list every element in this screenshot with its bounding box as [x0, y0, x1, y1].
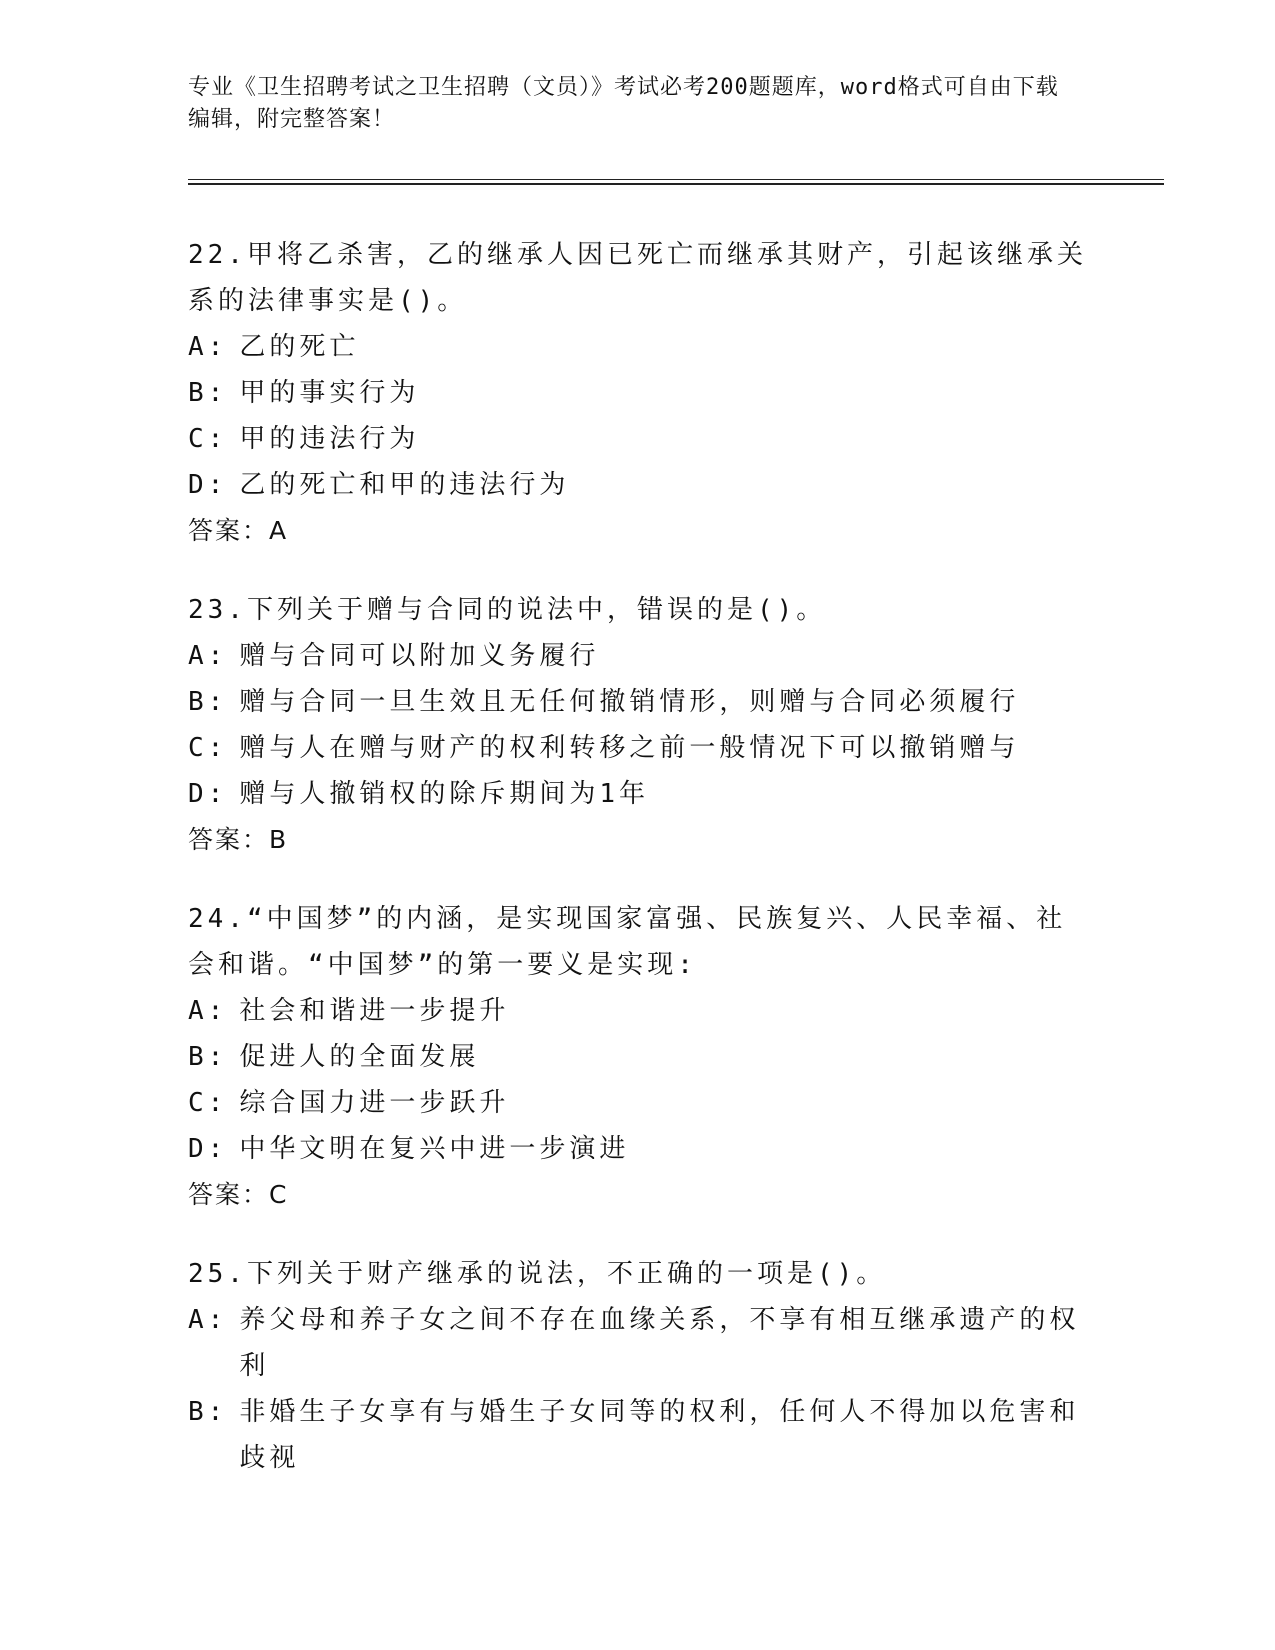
option-d — [188, 771, 1088, 817]
option-letter: D: — [188, 1134, 228, 1164]
option-letter: B: — [188, 378, 228, 408]
option-letter: B: — [188, 1397, 228, 1427]
option-letter: A: — [188, 1305, 228, 1335]
document-intro: 专业《卫生招聘考试之卫生招聘（文员）》考试必考200题题库，word格式可自由下载编辑，附完整答案！ — [188, 75, 1059, 132]
option-text: 乙的死亡 — [239, 332, 360, 362]
option-text: 非婚生子女享有与婚生子女同等的权利，任何人不得加以危害和歧视 — [239, 1397, 1080, 1473]
answer-line — [188, 817, 1088, 863]
option-text: 赠与合同一旦生效且无任何撤销情形，则赠与合同必须履行 — [239, 687, 1020, 717]
option-b — [188, 1034, 1088, 1080]
option-text: 促进人的全面发展 — [239, 1042, 480, 1072]
answer-label: 答案： — [188, 825, 270, 854]
option-letter: D: — [188, 779, 228, 809]
divider-line-thin — [188, 179, 1164, 180]
answer-value: B — [269, 825, 289, 854]
answer-label: 答案： — [188, 516, 270, 545]
option-letter: C: — [188, 733, 228, 763]
option-text: 中华文明在复兴中进一步演进 — [239, 1134, 630, 1164]
option-letter: A: — [188, 996, 228, 1026]
option-letter: A: — [188, 332, 228, 362]
question-text: 24.“中国梦”的内涵，是实现国家富强、民族复兴、人民幸福、社会和谐。“中国梦”的第一要义是实现: — [188, 904, 1067, 980]
option-text: 赠与合同可以附加义务履行 — [239, 641, 600, 671]
option-letter: C: — [188, 424, 228, 454]
answer-line — [188, 508, 1088, 554]
option-text: 甲的违法行为 — [239, 424, 420, 454]
answer-value: C — [269, 1180, 289, 1209]
option-letter: A: — [188, 641, 228, 671]
option-letter: D: — [188, 470, 228, 500]
option-text: 综合国力进一步跃升 — [239, 1088, 510, 1118]
option-c — [188, 416, 1088, 462]
option-a — [188, 1297, 1088, 1389]
question-text: 25.下列关于财产继承的说法，不正确的一项是()。 — [188, 1259, 887, 1289]
option-b — [188, 370, 1088, 416]
option-c — [188, 1080, 1088, 1126]
question-text: 23.下列关于赠与合同的说法中，错误的是()。 — [188, 595, 827, 625]
option-letter: B: — [188, 687, 228, 717]
option-a — [188, 324, 1088, 370]
option-text: 社会和谐进一步提升 — [239, 996, 510, 1026]
option-letter: B: — [188, 1042, 228, 1072]
question-23 — [188, 587, 1088, 863]
option-text: 赠与人在赠与财产的权利转移之前一般情况下可以撤销赠与 — [239, 733, 1020, 763]
option-a — [188, 988, 1088, 1034]
option-a — [188, 633, 1088, 679]
option-b — [188, 1389, 1088, 1481]
answer-value: A — [269, 516, 289, 545]
option-c — [188, 725, 1088, 771]
option-text: 养父母和养子女之间不存在血缘关系，不享有相互继承遗产的权利 — [239, 1305, 1080, 1381]
answer-label: 答案： — [188, 1180, 270, 1209]
option-text: 甲的事实行为 — [239, 378, 420, 408]
question-24 — [188, 896, 1088, 1218]
divider-line-thick — [188, 183, 1164, 185]
option-d — [188, 462, 1088, 508]
question-25 — [188, 1251, 1088, 1481]
question-list — [188, 232, 1088, 1514]
option-text: 乙的死亡和甲的违法行为 — [239, 470, 570, 500]
option-d — [188, 1126, 1088, 1172]
option-letter: C: — [188, 1088, 228, 1118]
option-text: 赠与人撤销权的除斥期间为1年 — [239, 779, 649, 809]
question-22 — [188, 232, 1088, 554]
option-b — [188, 679, 1088, 725]
answer-line — [188, 1172, 1088, 1218]
question-text: 22.甲将乙杀害，乙的继承人因已死亡而继承其财产，引起该继承关系的法律事实是()。 — [188, 240, 1087, 316]
